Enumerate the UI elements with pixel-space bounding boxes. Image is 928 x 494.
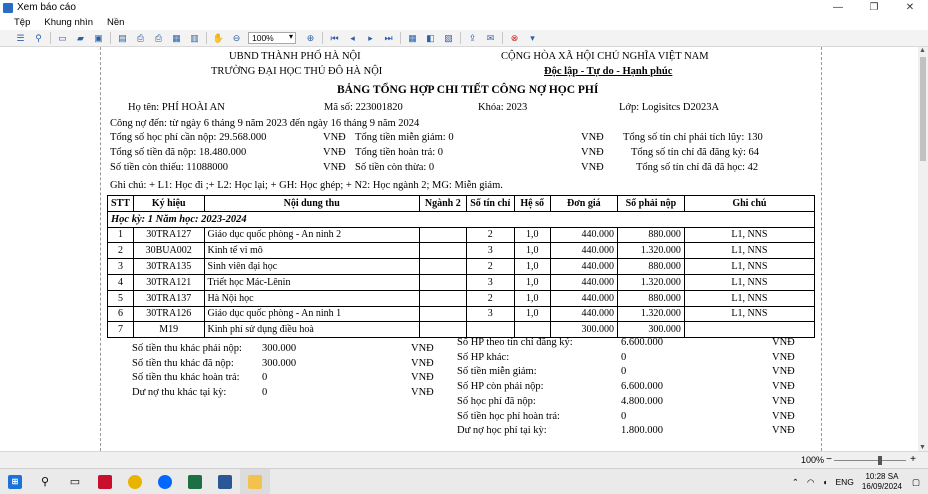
volume-icon[interactable]: ◖ [822,477,828,487]
student-class: Lớp: Logisitcs D2023A [619,102,720,113]
fee-value: 0 [621,351,627,363]
clock-time: 10:28 SA [865,472,899,481]
toolbar [0,30,928,47]
language-indicator[interactable]: ENG [835,477,854,487]
hand-tool-icon[interactable]: ✋ [212,32,225,43]
fee-label: Số HP còn phải nộp: [457,381,544,393]
report-viewport[interactable] [0,47,918,451]
toolbar-separator [502,32,503,44]
row-unit-price: 440.000 [550,306,617,322]
row-major2 [419,274,466,290]
send-email-icon[interactable]: ✉ [486,32,495,43]
first-page-icon[interactable]: ⏮ [330,32,339,43]
row-stt: 4 [108,274,134,290]
row-code: 30TRA137 [133,290,204,306]
search-icon[interactable]: ⚲ [40,476,50,488]
summary-unit: VNĐ [323,147,346,158]
start-menu-icon[interactable]: ⊞ [0,469,30,494]
table-row [108,322,815,338]
row-coefficient: 1,0 [514,274,550,290]
org-right-line-1: CỘNG HÒA XÃ HỘI CHỦ NGHĨA VIỆT NAM [501,51,709,62]
zoom-select[interactable]: 100% ▾ [248,32,296,44]
zoom-minus-button[interactable]: − [826,454,832,465]
fee-label: Số học phí đã nộp: [457,395,536,407]
row-stt: 7 [108,322,134,338]
org-left-line-1: UBND THÀNH PHỐ HÀ NỘI [229,51,361,62]
fee-label: Số tiền thu khác đã nộp: [132,357,234,369]
summary-credits-studied: Tổng số tín chỉ đã đã học: 42 [636,162,759,173]
row-amount: 300.000 [618,322,685,338]
row-unit-price: 300.000 [550,322,617,338]
col-header-amount: Số phải nộp [618,196,685,212]
toolbar-separator [206,32,207,44]
toolbar-separator [460,32,461,44]
row-amount: 880.000 [618,290,685,306]
row-amount: 1.320.000 [618,274,685,290]
row-content: Sinh viên đại học [204,259,419,275]
window-titlebar [0,0,928,15]
summary-unit: VNĐ [581,147,604,158]
summary-total-fee: Tổng số học phí cần nộp: 29.568.000 [110,132,267,143]
row-content: Giáo dục quốc phòng - An ninh 1 [204,306,419,322]
zoom-slider-knob[interactable] [878,456,882,465]
table-row [108,259,815,275]
org-right-line-2: Độc lập - Tự do - Hạnh phúc [544,66,673,77]
row-stt: 5 [108,290,134,306]
fee-unit: VNĐ [772,425,795,437]
toolbar-separator [110,32,111,44]
window-controls [820,0,928,15]
col-header-note: Ghi chú [684,196,814,212]
student-id: Mã số: 223001820 [324,102,403,113]
row-content: Hà Nội học [204,290,419,306]
semester-label: Học kỳ: 1 Năm học: 2023-2024 [108,211,815,227]
file-explorer-icon[interactable] [240,469,270,494]
previous-page-icon[interactable]: ◂ [350,32,355,43]
clock[interactable] [862,472,902,492]
semester-row [108,211,815,227]
row-amount: 1.320.000 [618,306,685,322]
summary-unit: VNĐ [323,162,346,173]
row-code: 30TRA127 [133,227,204,243]
fee-unit: VNĐ [772,410,795,422]
student-name: Họ tên: PHÍ HOÀI AN [128,102,225,113]
row-major2 [419,322,466,338]
summary-discount: Tổng tiền miễn giảm: 0 [355,132,454,143]
col-header-unit-price: Đơn giá [550,196,617,212]
close-preview-icon[interactable]: ⊗ [510,32,519,43]
fee-value: 0 [621,366,627,378]
table-row [108,290,815,306]
report-note: Ghi chú: + L1: Học đi ;+ L2: Học lại; + GH: Học ghép; + N2: Học ngành 2; MG: Miễn giảm. [110,180,503,191]
fee-unit: VNĐ [772,351,795,363]
row-coefficient [514,322,550,338]
toolbar-overflow-icon[interactable]: ▾ [530,32,535,43]
status-zoom-label: 100% [800,455,824,465]
row-content: Kinh phí sử dụng điều hoà [204,322,419,338]
row-major2 [419,290,466,306]
quick-print-icon[interactable]: ⎙ [154,32,163,43]
row-note [684,322,814,338]
last-page-icon[interactable]: ⏭ [384,32,393,43]
summary-refund: Tổng tiền hoàn trả: 0 [355,147,444,158]
row-stt: 2 [108,243,134,259]
scrollbar-thumb[interactable] [920,57,926,161]
background-color-icon[interactable]: ◧ [426,32,435,43]
minimize-button[interactable]: — [833,2,843,13]
table-of-contents-icon[interactable]: ☰ [16,32,25,43]
fee-value: 0 [621,410,627,422]
fee-label: Số tiền thu khác phải nộp: [132,343,242,354]
org-left-line-2: TRƯỜNG ĐẠI HỌC THỦ ĐÔ HÀ NỘI [211,66,383,77]
app-icon [3,3,13,13]
summary-paid: Tổng số tiền đã nộp: 18.480.000 [110,147,247,158]
scale-icon[interactable]: ▥ [190,32,199,43]
summary-unit: VNĐ [323,132,346,143]
next-page-icon[interactable]: ▸ [368,32,373,43]
close-button[interactable]: ✕ [905,2,915,13]
report-page [100,47,822,451]
summary-surplus: Số tiền còn thừa: 0 [355,162,435,173]
fee-unit: VNĐ [411,343,434,354]
open-folder-icon[interactable]: ▰ [77,32,84,43]
toolbar-separator [322,32,323,44]
fee-value: 6.600.000 [621,381,663,393]
menu-bar [0,15,928,30]
save-icon[interactable]: ▣ [94,32,103,43]
row-unit-price: 440.000 [550,259,617,275]
print-icon[interactable]: ⎙ [136,32,145,43]
scroll-up-icon[interactable]: ▲ [919,47,926,54]
summary-unit: VNĐ [581,132,604,143]
row-major2 [419,306,466,322]
row-content: Kinh tế vi mô [204,243,419,259]
menu-view[interactable]: Khung nhìn [44,17,93,28]
zalo-icon[interactable] [150,469,180,494]
fee-value: 1.800.000 [621,425,663,437]
window-title: Xem báo cáo [17,2,76,13]
row-unit-price: 440.000 [550,227,617,243]
row-note: L1, NNS [684,274,814,290]
fee-unit: VNĐ [772,366,795,378]
table-row [108,227,815,243]
fee-label: Số HP theo tín chỉ đăng ký: [457,337,573,348]
word-icon[interactable] [210,469,240,494]
page-setup-icon[interactable]: ▤ [118,32,127,43]
row-amount: 880.000 [618,227,685,243]
row-major2 [419,259,466,275]
maximize-button[interactable]: ❐ [869,2,879,13]
row-code: 30TRA135 [133,259,204,275]
status-bar [0,451,928,468]
col-header-credits: Số tín chỉ [466,196,514,212]
search-icon[interactable]: ⚲ [35,32,42,43]
row-note: L1, NNS [684,290,814,306]
fee-value: 0 [262,387,268,399]
system-tray [792,469,928,494]
row-unit-price: 440.000 [550,274,617,290]
fee-label: Số tiền miễn giảm: [457,366,537,378]
row-note: L1, NNS [684,227,814,243]
row-credits [466,322,514,338]
row-note: L1, NNS [684,243,814,259]
export-icon[interactable]: ⇪ [468,32,477,43]
row-content: Triết học Mác-Lênin [204,274,419,290]
vertical-scrollbar[interactable] [918,47,928,451]
tray-chevron-icon[interactable]: ⌃ [791,476,799,487]
toolbar-separator [50,32,51,44]
row-stt: 6 [108,306,134,322]
fee-value: 4.800.000 [621,395,663,407]
row-unit-price: 440.000 [550,243,617,259]
fee-unit: VNĐ [772,337,795,348]
watermark-icon[interactable]: ▧ [444,32,453,43]
row-credits: 2 [466,290,514,306]
clock-date: 16/09/2024 [861,482,902,491]
fee-unit: VNĐ [772,381,795,393]
debt-period: Công nợ đến: từ ngày 6 tháng 9 năm 2023 đến ngày 16 tháng 9 năm 2024 [110,118,420,129]
fee-unit: VNĐ [411,357,434,369]
task-view-icon[interactable]: ▭ [69,476,81,488]
row-unit-price: 440.000 [550,290,617,306]
row-credits: 2 [466,259,514,275]
fee-value: 6.600.000 [621,337,663,348]
row-code: 30BUA002 [133,243,204,259]
row-major2 [419,227,466,243]
scroll-down-icon[interactable]: ▼ [919,444,926,451]
col-header-coefficient: Hệ số [514,196,550,212]
fee-label: Số tiền học phí hoàn trả: [457,410,560,422]
report-title: BẢNG TỔNG HỢP CHI TIẾT CÔNG NỢ HỌC PHÍ [337,84,599,96]
row-credits: 3 [466,306,514,322]
row-credits: 3 [466,274,514,290]
row-content: Giáo dục quốc phòng - An ninh 2 [204,227,419,243]
fee-label: Dư nợ thu khác tại kỳ: [132,387,227,399]
zoom-plus-button[interactable]: + [910,454,916,465]
menu-background[interactable]: Nền [106,17,125,28]
toolbar-separator [400,32,401,44]
row-stt: 1 [108,227,134,243]
col-header-content: Nội dung thu [204,196,419,212]
app-pinned-icon[interactable] [90,469,120,494]
fee-unit: VNĐ [772,395,795,407]
table-header-row [108,196,815,212]
table-row [108,243,815,259]
row-coefficient: 1,0 [514,243,550,259]
menu-file[interactable]: Tệp [14,17,31,28]
zoom-slider[interactable] [834,460,906,461]
row-stt: 3 [108,259,134,275]
row-coefficient: 1,0 [514,259,550,275]
fee-value: 300.000 [262,343,297,354]
row-code: M19 [133,322,204,338]
fee-unit: VNĐ [411,387,434,399]
row-amount: 1.320.000 [618,243,685,259]
row-note: L1, NNS [684,259,814,275]
student-cohort: Khóa: 2023 [478,102,528,113]
row-credits: 3 [466,243,514,259]
excel-icon[interactable] [180,469,210,494]
row-coefficient: 1,0 [514,227,550,243]
taskbar [0,468,928,494]
wifi-icon[interactable]: ◠ [806,476,815,487]
zoom-out-icon[interactable]: ⊖ [232,32,241,43]
row-credits: 2 [466,227,514,243]
print-preview-icon[interactable]: ▭ [58,32,67,43]
summary-credits-required: Tổng số tín chỉ phải tích lũy: 130 [623,132,763,143]
chrome-icon[interactable] [120,469,150,494]
row-coefficient: 1,0 [514,306,550,322]
fee-detail-table [107,195,815,338]
row-coefficient: 1,0 [514,290,550,306]
summary-remaining: Số tiền còn thiếu: 11088000 [110,162,229,173]
notifications-icon[interactable]: ▢ [911,476,920,487]
row-amount: 880.000 [618,259,685,275]
row-major2 [419,243,466,259]
fee-label: Số tiền thu khác hoàn trả: [132,372,240,384]
fee-label: Dư nợ học phí tại kỳ: [457,425,547,437]
row-note: L1, NNS [684,306,814,322]
fee-value: 300.000 [262,357,297,369]
row-code: 30TRA126 [133,306,204,322]
summary-unit: VNĐ [581,162,604,173]
fee-unit: VNĐ [411,372,434,384]
fee-label: Số HP khác: [457,351,510,363]
multiple-pages-icon[interactable]: ▦ [408,32,417,43]
zoom-in-icon[interactable]: ⊕ [306,32,315,43]
table-row [108,274,815,290]
row-code: 30TRA121 [133,274,204,290]
col-header-stt: STT [108,196,134,212]
margins-icon[interactable]: ▦ [172,32,181,43]
col-header-code: Ký hiệu [133,196,204,212]
fee-value: 0 [262,372,268,384]
table-row [108,306,815,322]
summary-credits-registered: Tổng số tín chỉ đã đăng ký: 64 [631,147,760,158]
col-header-major2: Ngành 2 [419,196,466,212]
